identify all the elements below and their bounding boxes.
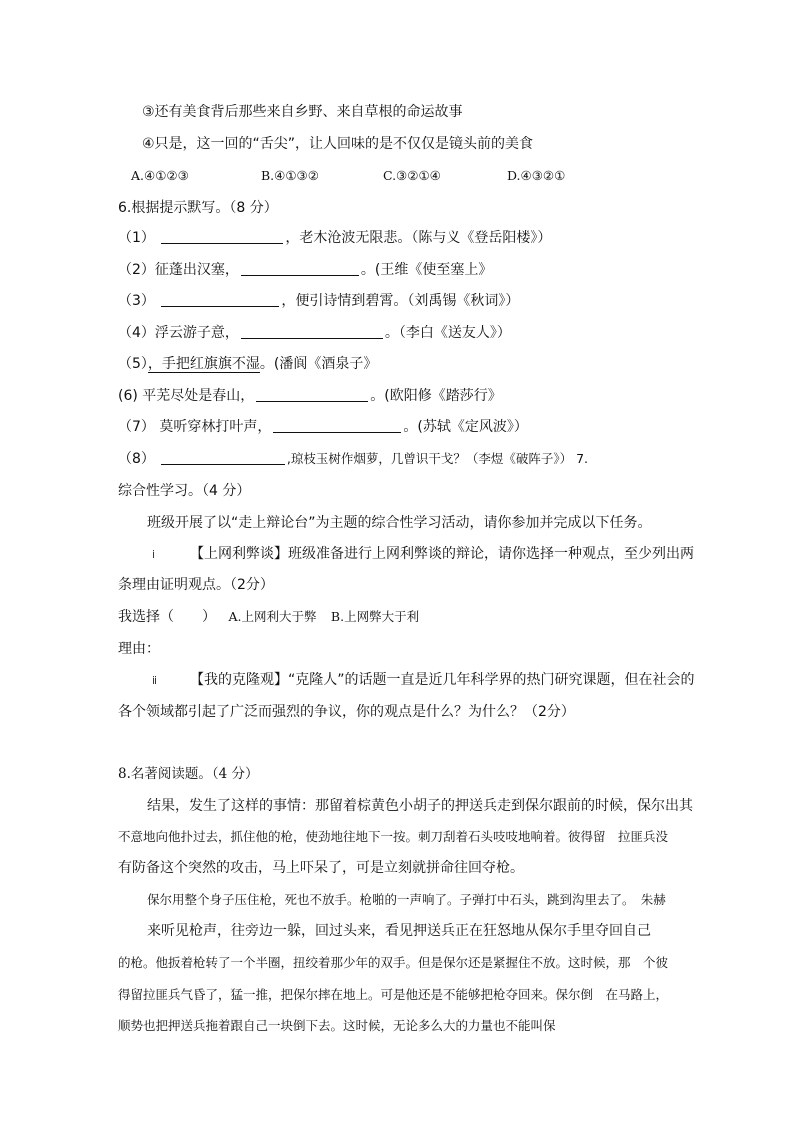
q6-line-1	[118, 228, 551, 248]
q7-choice-b[interactable]: B.上网弊大于利	[330, 609, 420, 624]
q7-task-2-bullet: ⅱ	[152, 674, 158, 687]
q6-line-4-text-before: 浮云游子意，	[154, 325, 239, 341]
q7-reason-label: 理由：	[118, 641, 160, 657]
q6-line-2-num: （2）	[118, 262, 155, 278]
q6-line-8-text: ,琼枝玉树作烟萝，几曾识干戈？（李煜《破阵子》） 7.	[286, 451, 589, 466]
q6-line-7	[118, 417, 528, 437]
q8-p1-line-3: 有防备这个突然的攻击，马上吓呆了，可是立刻就拼命往回夺枪。	[118, 860, 524, 876]
q6-line-3-text: ，便引诗情到碧霄。（刘禹锡《秋词》）	[281, 293, 520, 309]
q6-line-6-text-before: 平芜尽处是春山，	[142, 388, 255, 404]
q6-line-1-num: （1）	[118, 230, 155, 246]
q6-line-2-text: 。(王维《使至塞上》	[360, 262, 493, 278]
q7-title: 综合性学习。（4 分）	[118, 483, 251, 499]
q5-item-3: ③还有美食背后那些来自乡野、来自草根的命运故事	[142, 104, 463, 120]
q6-line-8-blank[interactable]	[161, 450, 285, 465]
q7-task-1	[152, 544, 694, 565]
q6-line-1-blank[interactable]	[161, 229, 283, 244]
q5-item-4: ④只是，这一回的“舌尖”，让人回味的是不仅仅是镜头前的美食	[142, 136, 534, 152]
q8-title: 8.名著阅读题。（4 分）	[118, 766, 259, 782]
q6-line-4-num: （4）	[118, 325, 155, 341]
q8-p2-line-5: 顺势也把押送兵拖着跟自己一块倒下去。这时候，无论多么大的力量也不能叫保	[118, 1018, 556, 1033]
q6-title: 6.根据提示默写。（8 分）	[118, 200, 278, 216]
q6-line-5-underlined: ，手把红旗旗不湿	[147, 356, 260, 372]
q8-p2-line-2: 来听见枪声，往旁边一躲，回过头来，看见押送兵正在狂怒地从保尔手里夺回自己	[147, 923, 651, 939]
q6-line-5	[118, 354, 377, 374]
q6-line-3-blank[interactable]	[161, 292, 279, 307]
q5-option-a: A.④①②③	[131, 168, 189, 183]
q6-line-6	[118, 386, 502, 406]
q8-p2-line-3: 的枪。他扳着枪转了一个半圈，扭绞着那少年的双手。但是保尔还是紧握住不放。这时候，那 个彼	[118, 955, 669, 970]
q7-task-2-cont: 各个领域都引起了广泛而强烈的争议，你的观点是什么？为什么？（2分）	[118, 704, 575, 720]
q7-task-1-cont: 条理由证明观点。（2分）	[118, 577, 274, 593]
q7-task-1-text: 【上网利弊谈】班级准备进行上网利弊谈的辩论，请你选择一种观点，至少列出两	[190, 546, 694, 562]
q8-p1-line-1: 结果，发生了这样的事情：那留着棕黄色小胡子的押送兵走到保尔跟前的时候，保尔出其	[147, 798, 693, 814]
q6-line-7-text-before: 莫听穿林打叶声，	[159, 419, 272, 435]
q6-line-7-text: 。(苏轼《定风波》）	[403, 419, 528, 435]
q6-line-5-text: 。(潘阆《酒泉子》	[259, 356, 378, 372]
q6-line-7-blank[interactable]	[273, 418, 401, 433]
q5-option-b: B.④①③②	[260, 168, 319, 183]
q6-line-1-text: ，老木沧波无限悲。（陈与义《登岳阳楼》）	[285, 230, 552, 246]
q8-p2-line-1: 保尔用整个身子压住枪，死也不放手。枪啪的一声响了。子弹打中石头，跳到沟里去了。 朱赫	[147, 892, 666, 907]
q6-line-2-text-before: 征蓬出汉塞，	[154, 262, 239, 278]
q5-option-c: C.③②①④	[382, 168, 441, 183]
q6-line-8	[118, 449, 588, 469]
q6-line-3	[118, 291, 519, 311]
q6-line-6-blank[interactable]	[256, 387, 368, 402]
q7-choose-label[interactable]: 我选择（ ）	[118, 609, 216, 625]
q6-line-4	[118, 323, 511, 343]
q5-option-d: D.④③②①	[506, 168, 566, 183]
q6-line-4-text: 。（李白《送友人》）	[384, 325, 511, 341]
q7-task-2	[152, 670, 695, 691]
q7-choice-a[interactable]: A.上网利大于弊	[228, 609, 317, 624]
q7-intro: 班级开展了以“走上辩论台”为主题的综合性学习活动，请你参加并完成以下任务。	[147, 515, 652, 531]
q6-line-2	[118, 260, 492, 280]
q5-options	[131, 166, 565, 186]
q6-line-5-num: （5）	[118, 356, 148, 372]
q6-line-8-num: （8）	[118, 451, 155, 467]
q6-line-6-num: (6)	[118, 388, 138, 404]
q6-line-6-text: 。(欧阳修《踏莎行》	[370, 388, 502, 404]
q6-line-2-blank[interactable]	[241, 261, 359, 276]
q8-p1-line-2: 不意地向他扑过去，抓住他的枪，使劲地往地下一按。刺刀刮着石头吱吱地响着。彼得留 拉匪兵没	[118, 829, 669, 844]
q7-task-2-text: 【我的克隆观】“克隆人”的话题一直是近几年科学界的热门研究课题，但在社会的	[190, 672, 695, 688]
q8-p2-line-4: 得留拉匪兵气昏了，猛一推，把保尔摔在地上。可是他还是不能够把枪夺回来。保尔倒 在马路上，	[118, 987, 669, 1002]
q7-task-1-bullet: ⅰ	[152, 548, 156, 561]
q6-line-7-num: （7）	[118, 419, 155, 435]
q7-choose	[118, 607, 419, 627]
q6-line-4-blank[interactable]	[241, 324, 383, 339]
q6-line-3-num: （3）	[118, 293, 155, 309]
